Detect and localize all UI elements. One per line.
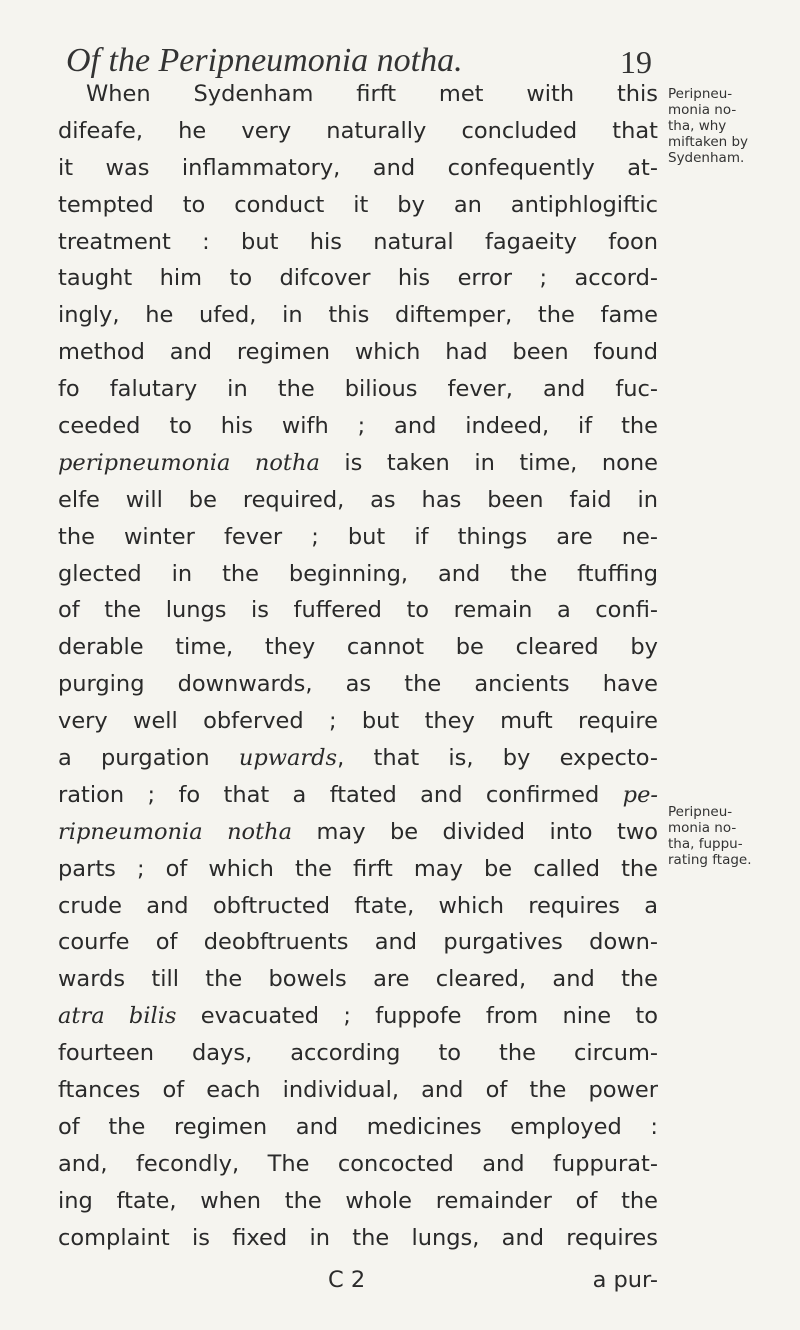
text-line: it was inflammatory, and confequently at- <box>58 154 658 181</box>
text-line: parts ; of which the firft may be called the <box>58 855 658 882</box>
page-number: 19 <box>620 44 652 80</box>
text-line: crude and obftructed ftate, which requires a <box>58 892 658 919</box>
text-line: glected in the beginning, and the ftuffing <box>58 560 658 587</box>
text-line: tempted to conduct it by an antiphlogiftic <box>58 191 658 218</box>
margin-note-suppurating <box>668 804 794 868</box>
text-line: of the regimen and medicines employed : <box>58 1113 658 1140</box>
signature-mark: C 2 <box>328 1267 366 1293</box>
text-line: difeafe, he very naturally concluded that <box>58 117 658 144</box>
text-line: ripneumonia notha may be divided into two <box>58 818 658 845</box>
text-line: ftances of each individual, and of the power <box>58 1077 658 1104</box>
margin-note-sydenham <box>668 86 794 166</box>
text-line: wards till the bowels are cleared, and the <box>58 966 658 993</box>
margin-note-line: monia no- <box>668 820 737 836</box>
text-line: ration ; fo that a ftated and confirmed pe- <box>58 781 658 808</box>
text-line: derable time, they cannot be cleared by <box>58 634 658 661</box>
margin-note-line: Peripneu- <box>668 86 733 102</box>
text-line: purging downwards, as the ancients have <box>58 671 658 698</box>
text-line: very well obferved ; but they muft require <box>58 708 658 735</box>
margin-note-line: miftaken by <box>668 134 749 150</box>
text-line: of the lungs is fuffered to remain a confi- <box>58 597 658 624</box>
text-line: the winter fever ; but if things are ne- <box>58 523 658 550</box>
text-line: complaint is fixed in the lungs, and requires <box>58 1224 658 1251</box>
text-line: and, fecondly, The concocted and fuppurat- <box>58 1150 658 1177</box>
text-line: elfe will be required, as has been faid in <box>58 486 658 513</box>
margin-note-line: rating ftage. <box>668 852 752 868</box>
margin-note-line: Sydenham. <box>668 150 745 166</box>
running-title: Of the Peripneumonia notha. <box>66 42 463 79</box>
catchword: a pur- <box>592 1267 658 1293</box>
text-line: ingly, he ufed, in this diftemper, the fame <box>58 302 658 329</box>
text-line: method and regimen which had been found <box>58 339 658 366</box>
text-line: treatment : but his natural fagaeity foon <box>58 228 658 255</box>
text-line: ing ftate, when the whole remainder of the <box>58 1187 658 1214</box>
margin-note-line: monia no- <box>668 102 737 118</box>
text-line: fourteen days, according to the circum- <box>58 1040 658 1067</box>
margin-note-line: Peripneu- <box>668 804 733 820</box>
text-line: courfe of deobftruents and purgatives down- <box>58 929 658 956</box>
text-line: ceeded to his wifh ; and indeed, if the <box>58 413 658 440</box>
text-line: atra bilis evacuated ; fuppofe from nine to <box>58 1003 658 1030</box>
text-line: fo falutary in the bilious fever, and fuc- <box>58 376 658 403</box>
margin-note-line: tha, fuppu- <box>668 836 743 852</box>
text-line: taught him to difcover his error ; accord- <box>58 265 658 292</box>
text-line: a purgation upwards, that is, by expecto- <box>58 745 658 772</box>
body-text <box>58 76 658 1257</box>
margin-note-line: tha, why <box>668 118 727 134</box>
text-line: peripneumonia notha is taken in time, none <box>58 449 658 476</box>
text-line: When Sydenham firft met with this <box>86 81 658 107</box>
